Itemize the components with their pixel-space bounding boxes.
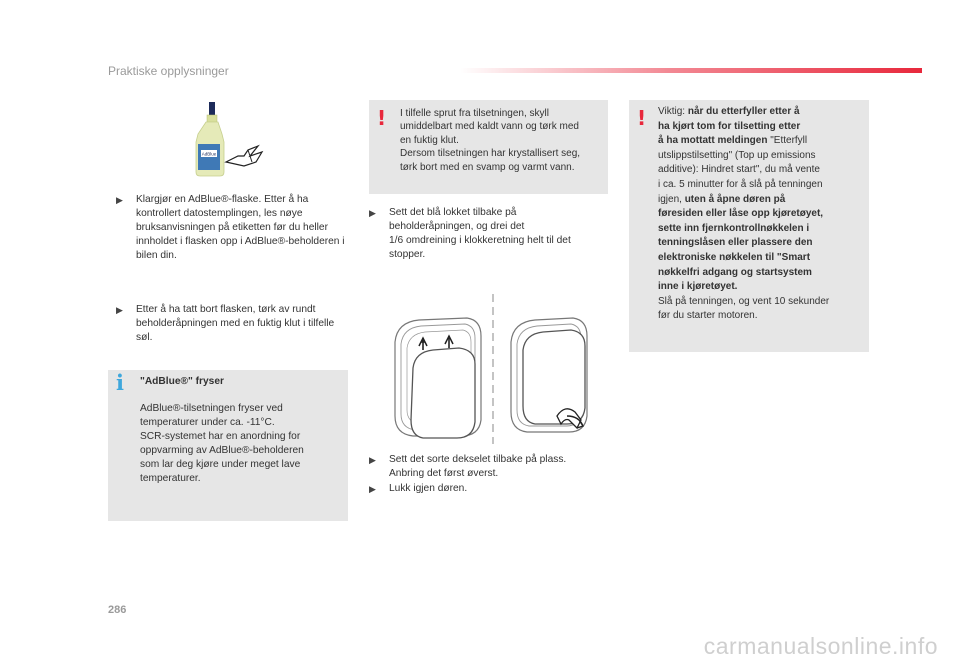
instruction-line: Sett det sorte dekselet tilbake på plass.: [389, 454, 567, 465]
important-line: [658, 266, 866, 281]
warning-line: Dersom tilsetningen har krystallisert seg,: [400, 148, 581, 160]
important-line: [658, 236, 866, 251]
text-run-bold: føresiden eller låse opp kjøretøyet,: [658, 208, 824, 220]
text-run-bold: inne i kjøretøyet.: [658, 281, 738, 293]
info-line: AdBlue®-tilsetningen fryser ved: [140, 403, 283, 414]
cover-right-icon: [511, 318, 587, 432]
info-box-body: [140, 402, 340, 486]
text-run: "Etterfyll: [767, 135, 808, 147]
instruction-line: Sett det blå lokket tilbake på: [389, 207, 517, 218]
instruction-line: Anbring det først øverst.: [389, 468, 499, 479]
arrow-bullet-icon: ▶︎: [369, 484, 376, 494]
instruction-text: Klargjør en AdBlue®-flaske. Etter å ha kontrollert datostemplingen, les nøye bruksanvisningen på etiketten før du heller innholdet i flasken opp i AdBlue®-beholderen i bilen din.: [136, 194, 345, 261]
arrow-bullet-icon: ▶︎: [369, 208, 376, 218]
text-run-bold: når du etterfyller etter å: [687, 106, 800, 117]
instruction-line: beholderåpningen, og drei det: [389, 221, 525, 232]
important-line: [658, 207, 866, 222]
page-number: 286: [108, 604, 127, 616]
bottle-cap-icon: [209, 102, 215, 116]
text-run-bold: sette inn fjernkontrollnøkkelen i: [658, 222, 810, 234]
bottle-label-text: AdBlue: [201, 151, 217, 157]
important-line: [658, 222, 866, 237]
info-line: temperaturer under ca. -11°C.: [140, 417, 275, 428]
text-run-bold: å ha mottatt meldingen: [658, 135, 768, 147]
info-line: som lar deg kjøre under meget lave: [140, 459, 301, 470]
text-run-bold: nøkkelfri adgang og startsystem: [658, 266, 812, 278]
info-box-title: "AdBlue®" fryser: [140, 376, 224, 387]
instruction-text: Etter å ha tatt bort flasken, tørk av rundt beholderåpningen med en fuktig klut i tilfelle søl.: [136, 304, 335, 343]
warning-exclamation-icon: !: [377, 106, 387, 130]
instruction-prepare-bottle: [116, 193, 348, 263]
important-line: [658, 120, 866, 135]
instruction-refit-blue-cap: [369, 206, 625, 262]
info-icon: i: [116, 370, 124, 395]
important-line: [658, 251, 866, 266]
important-line: [658, 280, 866, 295]
instruction-line: 1/6 omdreining i klokkeretning helt til det: [389, 235, 571, 246]
info-line: oppvarming av AdBlue®-beholderen: [140, 445, 304, 456]
important-line: [658, 105, 866, 120]
instruction-refit-black-cover: [369, 453, 625, 481]
watermark: carmanualsonline.info: [703, 633, 938, 659]
warning-line: en fuktig klut.: [400, 134, 459, 146]
section-title: Praktiske opplysninger: [108, 64, 229, 78]
instruction-line: stopper.: [389, 249, 426, 260]
warning-exclamation-icon: !: [637, 106, 647, 130]
text-run: igjen,: [658, 193, 685, 205]
instruction-wipe-opening: [116, 303, 352, 345]
important-line: før du starter motoren.: [658, 310, 758, 322]
arrow-bullet-icon: ▶︎: [116, 305, 123, 315]
important-line: Slå på tenningen, og vent 10 sekunder: [658, 295, 830, 307]
cover-refit-illustration: [385, 292, 595, 444]
important-line: [658, 134, 866, 149]
arrow-bullet-icon: ▶︎: [116, 195, 123, 205]
text-run-bold: ha kjørt tom for tilsetting etter: [658, 120, 801, 132]
warning-box-body: [400, 107, 604, 174]
important-box-body: [658, 105, 866, 324]
adblue-bottle-illustration: [192, 100, 272, 180]
important-line: utslippstilsetting" (Top up emissions: [658, 149, 816, 161]
text-run-bold: elektroniske nøkkelen til "Smart: [658, 251, 811, 263]
info-line: SCR-systemet har en anordning for: [140, 431, 301, 442]
instruction-close-door: [369, 482, 625, 496]
warning-line: tørk bort med en svamp og varmt vann.: [400, 161, 575, 173]
cover-left-icon: [395, 318, 481, 438]
header-accent-bar: [460, 68, 922, 73]
important-line: additive): Hindret start", du må vente: [658, 164, 820, 176]
text-run: Viktig:: [658, 106, 688, 117]
arrow-bullet-icon: ▶︎: [369, 455, 376, 465]
hand-icon: [226, 146, 262, 166]
info-line: temperaturer.: [140, 473, 201, 484]
instruction-text: Lukk igjen døren.: [389, 483, 468, 494]
important-line: i ca. 5 minutter for å slå på tenningen: [658, 178, 823, 190]
warning-line: I tilfelle sprut fra tilsetningen, skyll: [400, 108, 549, 119]
text-run-bold: tenningslåsen eller plassere den: [658, 237, 813, 249]
warning-line: umiddelbart med kaldt vann og tørk med: [400, 121, 579, 133]
text-run-bold: uten å åpne døren på: [684, 193, 786, 205]
important-line: [658, 193, 866, 208]
